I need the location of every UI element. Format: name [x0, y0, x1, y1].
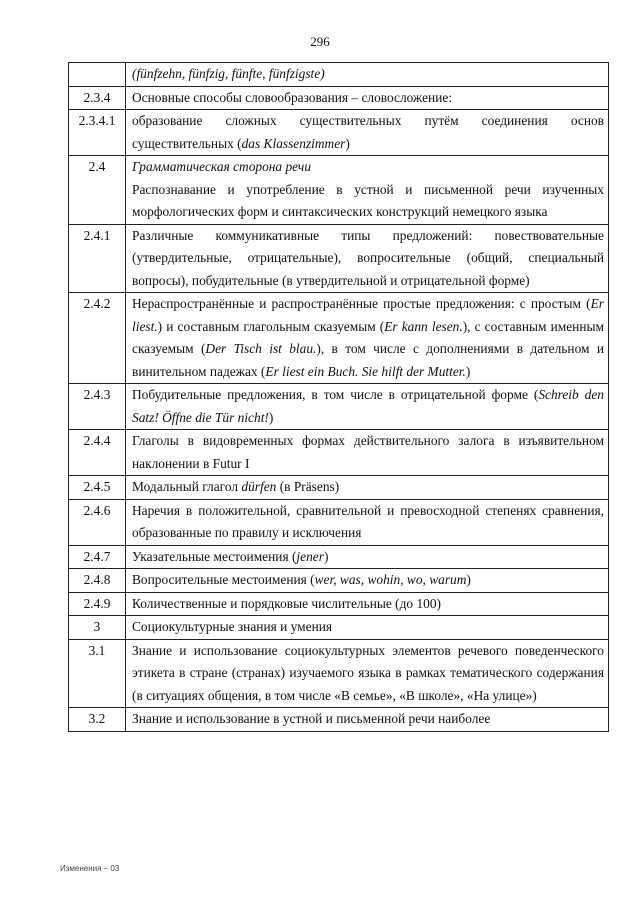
content-text: )	[465, 363, 471, 379]
section-number: 2.4.4	[69, 430, 126, 476]
content-text: Нераспространённые и распространённые простые предложения: с простым (	[132, 296, 591, 311]
content-text: Er kann lesen.	[384, 318, 463, 334]
content-text: Знание и использование социокультурных элементов речевого поведенческого этикета в стране (странах) изучаемого языка в рамках тематического содержания (в ситуациях общения, в том числе «В семье», «В школе», «На улице»)	[132, 642, 604, 703]
section-content	[126, 430, 609, 476]
content-text: Побудительные предложения, в том числе в отрицательной форме (	[132, 387, 539, 402]
section-content	[126, 499, 609, 545]
section-content	[126, 545, 609, 569]
content-text: (fünfzehn, fünfzig, fünfte, fünfzigste)	[132, 66, 325, 81]
page-number: 296	[310, 34, 330, 49]
content-text: ), в том числе с дополнениями в дательном и винительном падежах (	[132, 341, 605, 379]
section-number: 2.4.8	[69, 569, 126, 593]
table-row	[69, 224, 609, 293]
table-row	[69, 592, 609, 616]
section-content	[126, 86, 609, 110]
table-row	[69, 476, 609, 500]
content-text: Der Tisch ist blau.	[205, 341, 317, 356]
content-text: )	[466, 572, 471, 587]
content-text: Наречия в положительной, сравнительной и превосходной степенях сравнения, образованные по правилу и исключения	[132, 502, 604, 540]
section-content	[126, 110, 609, 156]
table-row	[69, 63, 609, 87]
section-number: 2.4.6	[69, 499, 126, 545]
table-row	[69, 430, 609, 476]
section-content	[126, 384, 609, 430]
content-text: )	[345, 135, 350, 151]
content-text: Модальный глагол	[132, 479, 242, 494]
section-number: 2.4.3	[69, 384, 126, 430]
section-content	[126, 156, 609, 225]
content-text: das Klassenzimmer	[241, 135, 346, 151]
section-content	[126, 476, 609, 500]
content-text: Основные способы словообразования – словосложение:	[132, 89, 453, 105]
content-text: Знание и использование в устной и письменной речи наиболее	[132, 711, 491, 726]
footer-revision: Изменения – 03	[60, 864, 120, 873]
content-text: Различные коммуникативные типы предложений: повествовательные (утвердительные, отрицательные), вопросительные (общий, специальный вопросы), побудительные (в утвердительной и отрицательной форме)	[132, 227, 604, 288]
table-row	[69, 499, 609, 545]
curriculum-table	[68, 62, 609, 732]
content-text: Количественные и порядковые числительные (до 100)	[132, 595, 442, 611]
table-row	[69, 384, 609, 430]
section-content	[126, 293, 609, 384]
section-number: 2.4	[69, 156, 126, 225]
content-text: образование сложных существительных путём соединения основ существительных (	[132, 113, 604, 151]
content-text: Указательные местоимения (	[132, 548, 297, 564]
content-text: Распознавание и употребление в устной и письменной речи изученных морфологических форм и синтаксических конструкций немецкого языка	[132, 181, 604, 219]
table-row	[69, 545, 609, 569]
content-text: )	[268, 409, 274, 425]
section-number: 3.2	[69, 708, 126, 732]
section-number: 3.1	[69, 639, 126, 708]
table-row	[69, 616, 609, 640]
section-content	[126, 592, 609, 616]
content-text: Социокультурные знания и умения	[132, 619, 333, 634]
section-content	[126, 616, 609, 640]
section-content	[126, 63, 609, 87]
section-content	[126, 224, 609, 293]
content-text: Вопросительные местоимения (	[132, 572, 315, 587]
section-content	[126, 639, 609, 708]
section-number	[69, 63, 126, 87]
section-number: 2.3.4	[69, 86, 126, 110]
section-number: 2.4.5	[69, 476, 126, 500]
content-text: wer, was, wohin, wo, warum	[314, 572, 467, 587]
content-text: )	[323, 548, 329, 564]
section-number: 2.4.2	[69, 293, 126, 384]
content-text: Schreib den Satz! Öffne die Tür nicht!	[132, 387, 604, 425]
table-row	[69, 639, 609, 708]
content-text: Er liest ein Buch. Sie hilft der Mutter.	[265, 363, 466, 379]
table-row	[69, 156, 609, 225]
content-text: Глаголы в видовременных формах действительного залога в изъявительном наклонении в Futur I	[132, 433, 604, 471]
table-row	[69, 110, 609, 156]
section-number: 3	[69, 616, 126, 640]
content-text: ), с составным именным сказуемым (	[132, 318, 604, 356]
section-content	[126, 708, 609, 732]
content-text: jener	[296, 548, 324, 564]
content-text: (в Präsens)	[276, 479, 340, 494]
table-row	[69, 86, 609, 110]
content-text: dürfen	[241, 479, 277, 494]
section-number: 2.3.4.1	[69, 110, 126, 156]
table-row	[69, 708, 609, 732]
section-content	[126, 569, 609, 593]
content-text: ) и составным глагольным сказуемым (	[157, 318, 385, 334]
section-number: 2.4.9	[69, 592, 126, 616]
table-row	[69, 293, 609, 384]
section-number: 2.4.1	[69, 224, 126, 293]
content-text: Er liest.	[132, 296, 604, 334]
table-row	[69, 569, 609, 593]
content-text: Грамматическая сторона речи	[132, 159, 312, 174]
section-number: 2.4.7	[69, 545, 126, 569]
